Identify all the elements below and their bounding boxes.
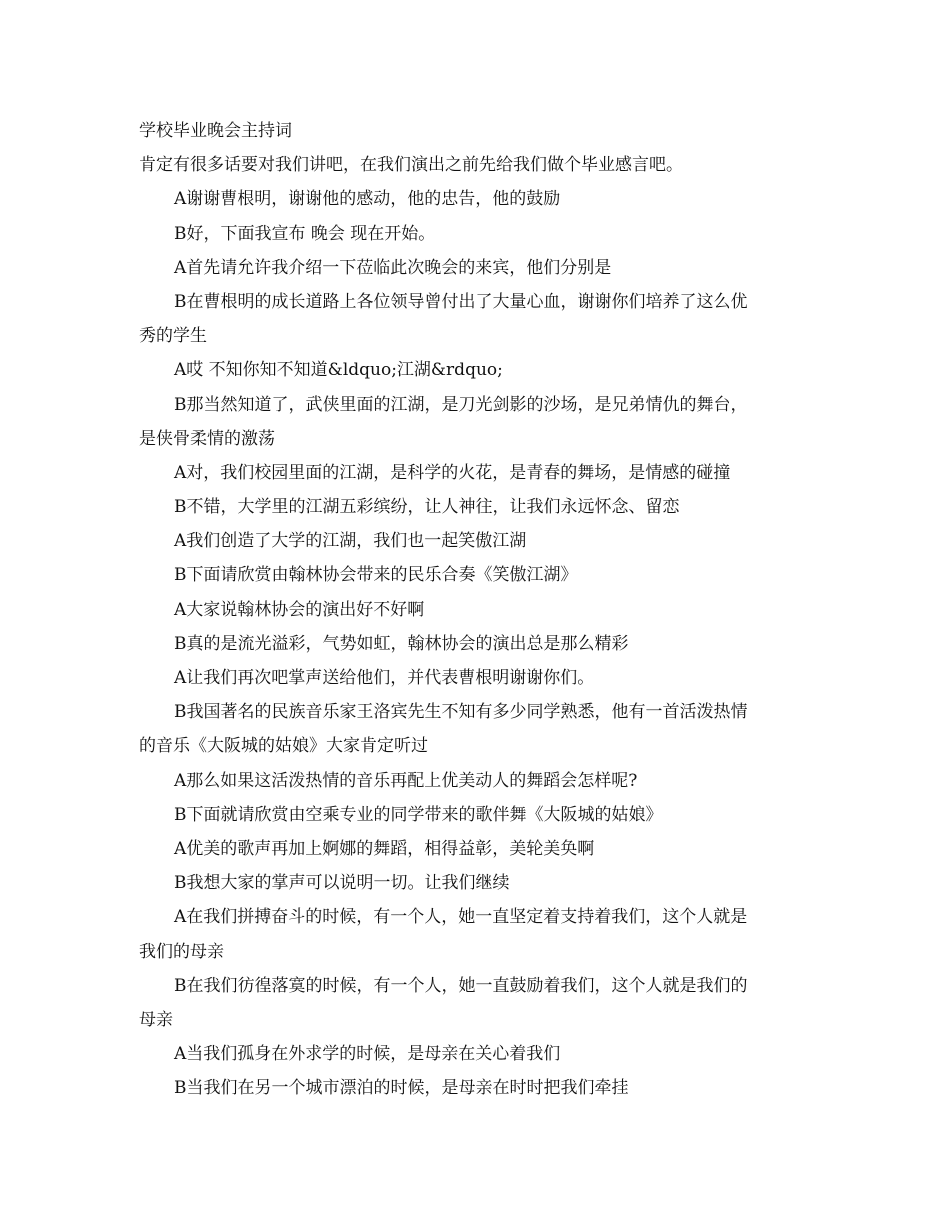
text-line: B下面请欣赏由翰林协会带来的民乐合奏《笑傲江湖》 bbox=[174, 565, 578, 586]
text-line: A优美的歌声再加上婀娜的舞蹈，相得益彰，美轮美奂啊 bbox=[174, 838, 595, 859]
text-line: A那么如果这活泼热情的音乐再配上优美动人的舞蹈会怎样呢? bbox=[174, 770, 638, 791]
text-line: B我想大家的掌声可以说明一切。让我们继续 bbox=[174, 873, 510, 894]
text-line: B不错，大学里的江湖五彩缤纷，让人神往，让我们永远怀念、留恋 bbox=[174, 497, 680, 518]
text-line: B我国著名的民族音乐家王洛宾先生不知有多少同学熟悉，他有一首活泼热情 bbox=[174, 702, 748, 723]
text-line: 秀的学生 bbox=[139, 326, 207, 347]
text-line: A让我们再次吧掌声送给他们，并代表曹根明谢谢你们。 bbox=[174, 668, 595, 688]
text-line: 母亲 bbox=[139, 1009, 173, 1030]
text-line: B在曹根明的成长道路上各位领导曾付出了大量心血，谢谢你们培养了这么优 bbox=[174, 291, 748, 312]
text-line: A我们创造了大学的江湖，我们也一起笑傲江湖 bbox=[174, 531, 527, 552]
text-line: B下面就请欣赏由空乘专业的同学带来的歌伴舞《大阪城的姑娘》 bbox=[174, 804, 663, 825]
text-line: B好，下面我宣布 晚会 现在开始。 bbox=[174, 223, 436, 244]
text-line: A大家说翰林协会的演出好不好啊 bbox=[174, 599, 425, 620]
text-line: 的音乐《大阪城的姑娘》大家肯定听过 bbox=[139, 736, 428, 757]
text-line: 我们的母亲 bbox=[139, 941, 224, 962]
text-line: B当我们在另一个城市漂泊的时候，是母亲在时时把我们牵挂 bbox=[174, 1078, 629, 1099]
document-body bbox=[139, 114, 819, 1105]
text-line: B那当然知道了，武侠里面的江湖，是刀光剑影的沙场，是兄弟情仇的舞台， bbox=[174, 394, 748, 415]
text-line: 是侠骨柔情的激荡 bbox=[139, 428, 275, 449]
text-line: A对，我们校园里面的江湖，是科学的火花，是青春的舞场，是情感的碰撞 bbox=[174, 462, 731, 483]
text-line: B在我们彷徨落寞的时候，有一个人，她一直鼓励着我们，这个人就是我们的 bbox=[174, 975, 748, 996]
text-line: A在我们拼搏奋斗的时候，有一个人，她一直坚定着支持着我们，这个人就是 bbox=[174, 907, 748, 928]
paragraph-lines bbox=[139, 148, 819, 1105]
text-line: A谢谢曹根明，谢谢他的感动，他的忠告，他的鼓励 bbox=[174, 189, 561, 210]
document-title: 学校毕业晚会主持词 bbox=[139, 121, 292, 141]
text-line: A首先请允许我介绍一下莅临此次晚会的来宾，他们分别是 bbox=[174, 257, 612, 278]
text-line: 肯定有很多话要对我们讲吧，在我们演出之前先给我们做个毕业感言吧。 bbox=[139, 155, 683, 176]
text-line: B真的是流光溢彩，气势如虹，翰林协会的演出总是那么精彩 bbox=[174, 633, 629, 654]
text-line: A哎 不知你知不知道&ldquo;江湖&rdquo; bbox=[174, 360, 503, 381]
text-line: A当我们孤身在外求学的时候，是母亲在关心着我们 bbox=[174, 1044, 561, 1065]
